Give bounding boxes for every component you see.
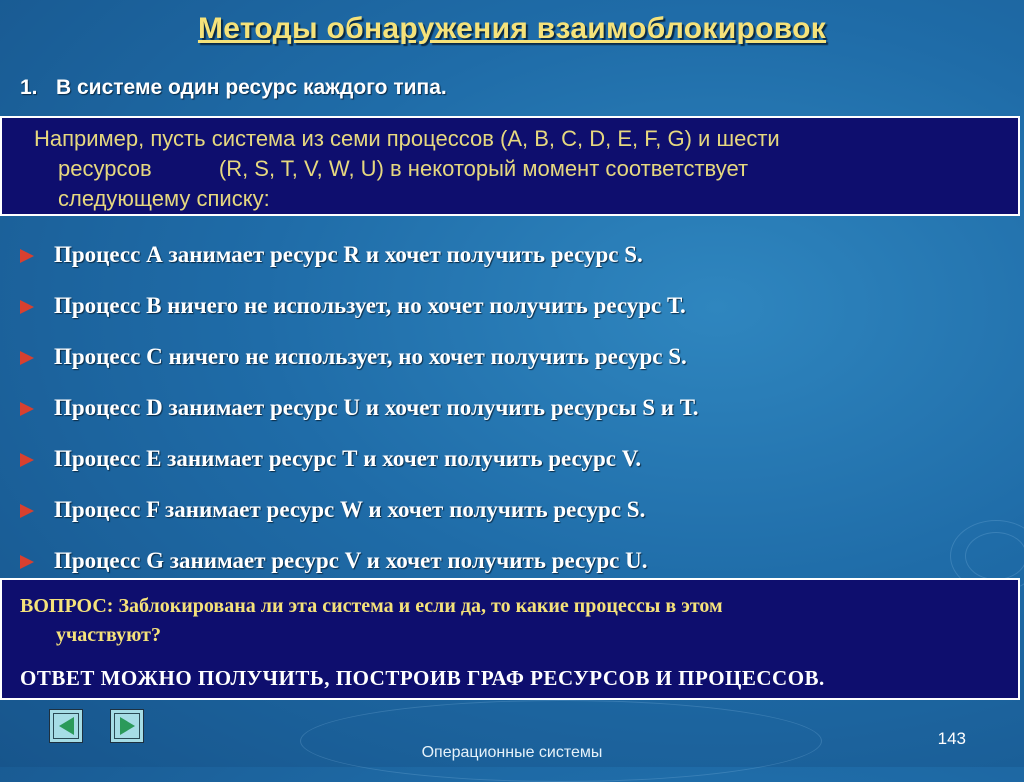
example-line: Например, пусть система из семи процессов (A, B, C, D, E, F, G) и шести [34,126,780,151]
prev-slide-icon [59,717,74,735]
arrow-bullet-icon [20,555,34,569]
process-text: Процесс В ничего не использует, но хочет получить ресурс Т. [54,292,686,318]
question-text: Заблокирована ли эта система и если да, то какие процессы в этом [118,595,723,617]
question-text-continued: участвуют? [56,624,161,646]
question-label: ВОПРОС: [20,595,114,617]
example-box [0,116,1020,216]
arrow-bullet-icon [20,453,34,467]
arrow-bullet-icon [20,402,34,416]
footer-text: Операционные системы [421,744,603,761]
process-item [20,280,699,331]
question-line [20,592,1018,621]
process-item [20,382,699,433]
example-line: следующему списку: [58,186,270,211]
process-item [20,484,699,535]
water-ripple-decoration [300,700,822,782]
process-item [20,229,699,280]
process-item [20,433,699,484]
process-text: Процесс G занимает ресурс V и хочет получить ресурс U. [54,547,648,573]
process-list [20,229,699,586]
process-text: Процесс С ничего не использует, но хочет получить ресурс S. [54,343,687,369]
question-box [0,578,1020,700]
process-text: Процесс F занимает ресурс W и хочет получить ресурс S. [54,496,646,522]
slide-title: Методы обнаружения взаимоблокировок [197,12,827,45]
prev-slide-button[interactable] [49,709,83,743]
water-ripple-decoration [965,532,1024,580]
process-text: Процесс А занимает ресурс R и хочет получить ресурс S. [54,241,643,267]
point-one [20,76,447,100]
arrow-bullet-icon [20,504,34,518]
answer-text: ОТВЕТ МОЖНО ПОЛУЧИТЬ, ПОСТРОИВ ГРАФ РЕСУРСОВ И ПРОЦЕССОВ. [20,666,825,690]
arrow-bullet-icon [20,351,34,365]
next-slide-button[interactable] [110,709,144,743]
process-text: Процесс Е занимает ресурс Т и хочет получить ресурс V. [54,445,642,471]
page-number: 143 [937,729,966,748]
prev-slide-button-frame [53,713,79,739]
point-number: 1. [20,76,38,99]
example-line: ресурсов (R, S, T, V, W, U) в некоторый момент соответствует [58,156,749,181]
process-text: Процесс D занимает ресурс U и хочет получить ресурсы S и Т. [54,394,699,420]
next-slide-icon [120,717,135,735]
process-item [20,331,699,382]
point-text: В системе один ресурс каждого типа. [56,76,447,99]
arrow-bullet-icon [20,249,34,263]
next-slide-button-frame [114,713,140,739]
arrow-bullet-icon [20,300,34,314]
